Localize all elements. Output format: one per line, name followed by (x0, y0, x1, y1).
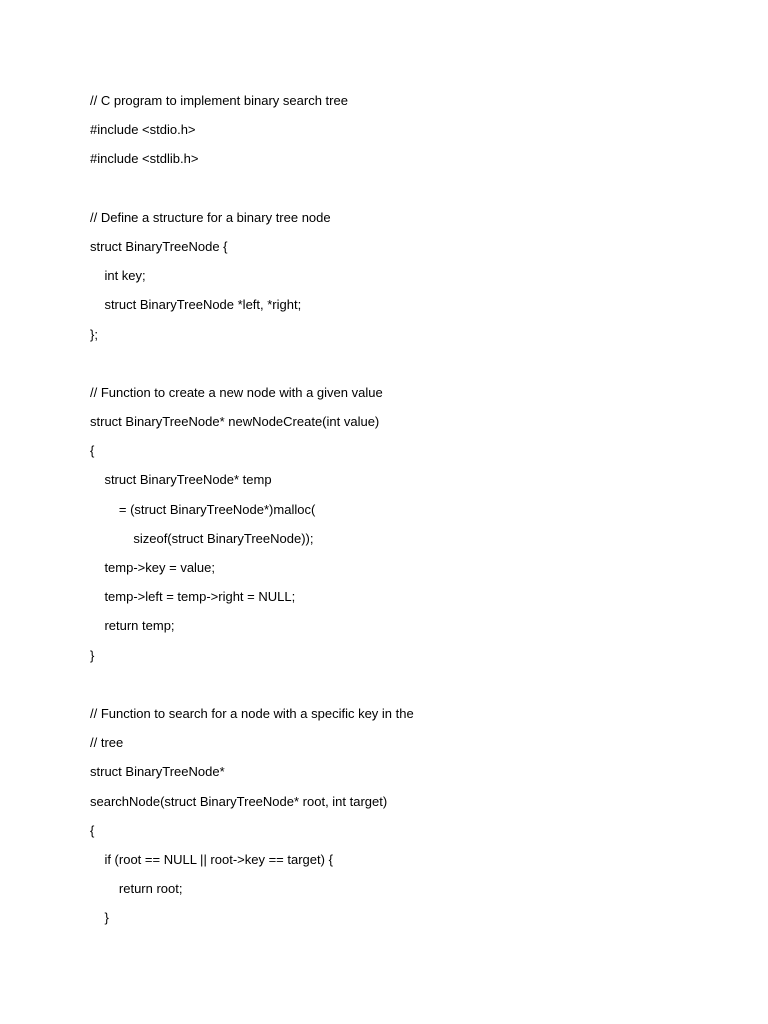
code-line: sizeof(struct BinaryTreeNode)); (90, 530, 314, 546)
code-line: searchNode(struct BinaryTreeNode* root, int target) (90, 793, 388, 809)
code-line: // Function to create a new node with a given value (90, 384, 383, 400)
code-line: }; (90, 326, 98, 342)
code-line: return root; (90, 881, 183, 897)
blank-line (90, 355, 730, 384)
code-line: } (90, 647, 95, 663)
code-line: struct BinaryTreeNode *left, *right; (90, 297, 302, 313)
blank-line (90, 180, 730, 209)
code-line: temp->key = value; (90, 560, 216, 575)
code-line: struct BinaryTreeNode* (90, 764, 225, 780)
code-line: // C program to implement binary search tree (90, 93, 348, 108)
code-listing (90, 92, 730, 938)
code-line: return temp; (90, 618, 175, 634)
code-line: // Define a structure for a binary tree node (90, 209, 331, 225)
code-line: #include <stdlib.h> (90, 151, 199, 167)
code-line: temp->left = temp->right = NULL; (90, 589, 296, 605)
code-line: // Function to search for a node with a specific key in the (90, 705, 414, 721)
code-line: struct BinaryTreeNode { (90, 238, 228, 254)
code-line: struct BinaryTreeNode* temp (90, 472, 272, 488)
code-line: { (90, 822, 95, 838)
code-line: int key; (90, 268, 146, 284)
code-line: } (90, 910, 109, 926)
code-line: #include <stdio.h> (90, 122, 196, 138)
code-line: struct BinaryTreeNode* newNodeCreate(int value) (90, 414, 380, 430)
code-line: { (90, 443, 95, 459)
blank-line (90, 676, 730, 705)
code-line: // tree (90, 735, 124, 751)
code-line: = (struct BinaryTreeNode*)malloc( (90, 501, 316, 517)
code-line: if (root == NULL || root->key == target) { (90, 851, 333, 867)
